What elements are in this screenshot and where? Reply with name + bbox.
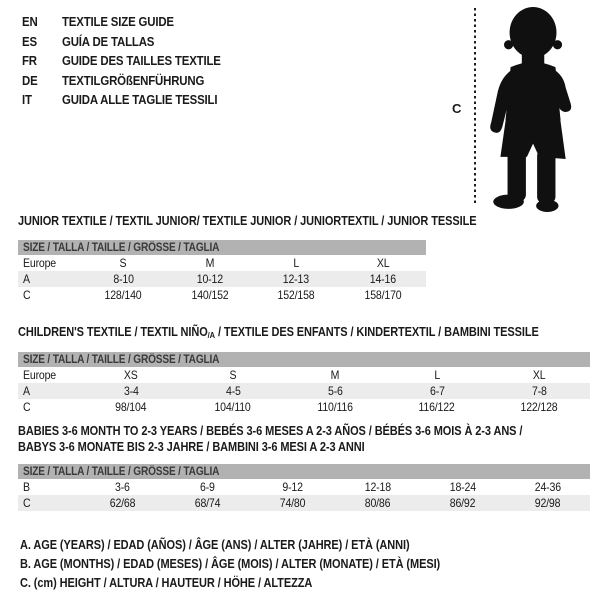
children-heading-pre: CHILDREN'S TEXTILE / TEXTIL NIÑO <box>18 325 208 339</box>
table-cell: 80/86 <box>335 495 420 511</box>
row-label: A <box>18 271 80 287</box>
row-label: C <box>23 400 31 414</box>
table-cell: 6-7 <box>386 383 488 399</box>
table-row <box>18 495 590 511</box>
row-label: A <box>18 383 80 399</box>
size-band-label: SIZE / TALLA / TAILLE / GRÖSSE / TAGLIA <box>18 240 426 255</box>
table-row <box>18 367 590 383</box>
table-band-row <box>18 352 590 367</box>
table-row <box>18 383 590 399</box>
table-cell: 92/98 <box>505 495 590 511</box>
table-cell: L <box>293 256 300 270</box>
table-cell: L <box>434 368 440 382</box>
footnote-c: C. (cm) HEIGHT / ALTURA / HAUTEUR / HÖHE / ALTEZZA <box>20 576 313 591</box>
table-cell: 6-9 <box>200 480 215 494</box>
table-band-row <box>18 464 590 479</box>
language-label: GUIDE DES TAILLES TEXTILE <box>62 53 221 68</box>
language-label: GUÍA DE TALLAS <box>62 33 155 49</box>
table-cell: 98/104 <box>115 400 147 414</box>
table-cell: XS <box>124 368 138 382</box>
language-row <box>22 71 242 91</box>
table-cell: XL <box>532 368 546 382</box>
footnote-b: B. AGE (MONTHS) / EDAD (MESES) / ÂGE (MOIS) / ALTER (MONATE) / ETÀ (MESI) <box>20 557 441 572</box>
language-row <box>22 12 242 32</box>
language-label: TEXTILGRÖßENFÜHRUNG <box>62 72 205 88</box>
table-cell: 104/110 <box>214 400 252 414</box>
row-label: C <box>23 288 31 302</box>
table-cell: S <box>119 256 127 270</box>
row-label: C <box>18 495 80 511</box>
table-cell: XL <box>376 256 390 270</box>
height-dashed-line <box>474 8 476 206</box>
table-cell: 14-16 <box>340 271 427 287</box>
table-cell: 68/74 <box>165 495 250 511</box>
language-row <box>22 51 242 71</box>
babies-size-table <box>18 464 590 511</box>
table-cell: 140/152 <box>191 288 229 302</box>
language-code: FR <box>22 53 37 68</box>
baby-silhouette <box>486 6 576 214</box>
size-band-label: SIZE / TALLA / TAILLE / GRÖSSE / TAGLIA <box>18 464 590 479</box>
language-label: GUIDA ALLE TAGLIE TESSILI <box>62 92 218 107</box>
baby-silhouette-icon <box>486 6 576 214</box>
language-code: ES <box>22 33 37 49</box>
language-label: TEXTILE SIZE GUIDE <box>62 14 174 29</box>
table-cell: 3-6 <box>115 480 130 494</box>
language-list <box>22 12 242 110</box>
table-cell: 8-10 <box>80 271 167 287</box>
table-cell: 12-13 <box>253 271 340 287</box>
table-cell: 4-5 <box>182 383 284 399</box>
language-code: DE <box>22 72 38 88</box>
table-cell: 9-12 <box>282 480 303 494</box>
table-cell: 3-4 <box>80 383 182 399</box>
table-cell: 86/92 <box>420 495 505 511</box>
height-c-marker: C <box>452 101 462 116</box>
table-row <box>18 271 426 287</box>
row-label: Europe <box>23 368 56 382</box>
table-row <box>18 287 426 303</box>
children-section-heading <box>18 324 600 343</box>
table-cell: M <box>205 256 215 270</box>
table-row <box>18 399 590 415</box>
table-cell: 18-24 <box>449 480 476 494</box>
junior-section-heading: JUNIOR TEXTILE / TEXTIL JUNIOR/ TEXTILE JUNIOR / JUNIORTEXTIL / JUNIOR TESSILE <box>18 214 477 228</box>
table-cell: 10-12 <box>167 271 254 287</box>
footnote-a: A. AGE (YEARS) / EDAD (AÑOS) / ÂGE (ANS) / ALTER (JAHRE) / ETÀ (ANNI) <box>20 538 410 552</box>
table-row <box>18 479 590 495</box>
size-band-label: SIZE / TALLA / TAILLE / GRÖSSE / TAGLIA <box>18 352 590 367</box>
language-row <box>22 90 242 110</box>
table-cell: 110/116 <box>317 400 353 414</box>
footnotes <box>20 536 497 594</box>
table-cell: 12-18 <box>364 480 391 494</box>
children-heading-post: / TEXTILE DES ENFANTS / KINDERTEXTIL / BAMBINI TESSILE <box>214 325 539 339</box>
table-cell: 116/122 <box>418 400 456 414</box>
table-cell: 152/158 <box>277 288 315 302</box>
table-cell: 62/68 <box>80 495 165 511</box>
babies-section-heading: BABIES 3-6 MONTH TO 2-3 YEARS / BEBÉS 3-6 MESES A 2-3 AÑOS / BÉBÉS 3-6 MOIS À 2-3 ANS / BABYS 3-6 MONATE BIS 2-3 JAHRE / BAMBINI 3-6 MESI A 2-3 ANNI <box>18 424 523 454</box>
table-cell: 122/128 <box>520 400 558 414</box>
table-cell: 74/80 <box>250 495 335 511</box>
table-cell: 128/140 <box>104 288 142 302</box>
language-code: IT <box>22 92 32 107</box>
table-cell: 158/170 <box>364 288 402 302</box>
table-band-row <box>18 240 426 255</box>
table-row <box>18 255 426 271</box>
children-size-table <box>18 352 590 415</box>
row-label: B <box>23 480 30 494</box>
junior-size-table <box>18 240 426 303</box>
table-cell: S <box>229 368 237 382</box>
table-cell: M <box>330 368 340 382</box>
children-heading-sub: /A <box>207 330 215 340</box>
table-cell: 5-6 <box>284 383 386 399</box>
table-cell: 24-36 <box>534 480 561 494</box>
table-cell: 7-8 <box>488 383 590 399</box>
language-row <box>22 32 242 52</box>
language-code: EN <box>22 14 38 29</box>
row-label: Europe <box>23 256 56 270</box>
